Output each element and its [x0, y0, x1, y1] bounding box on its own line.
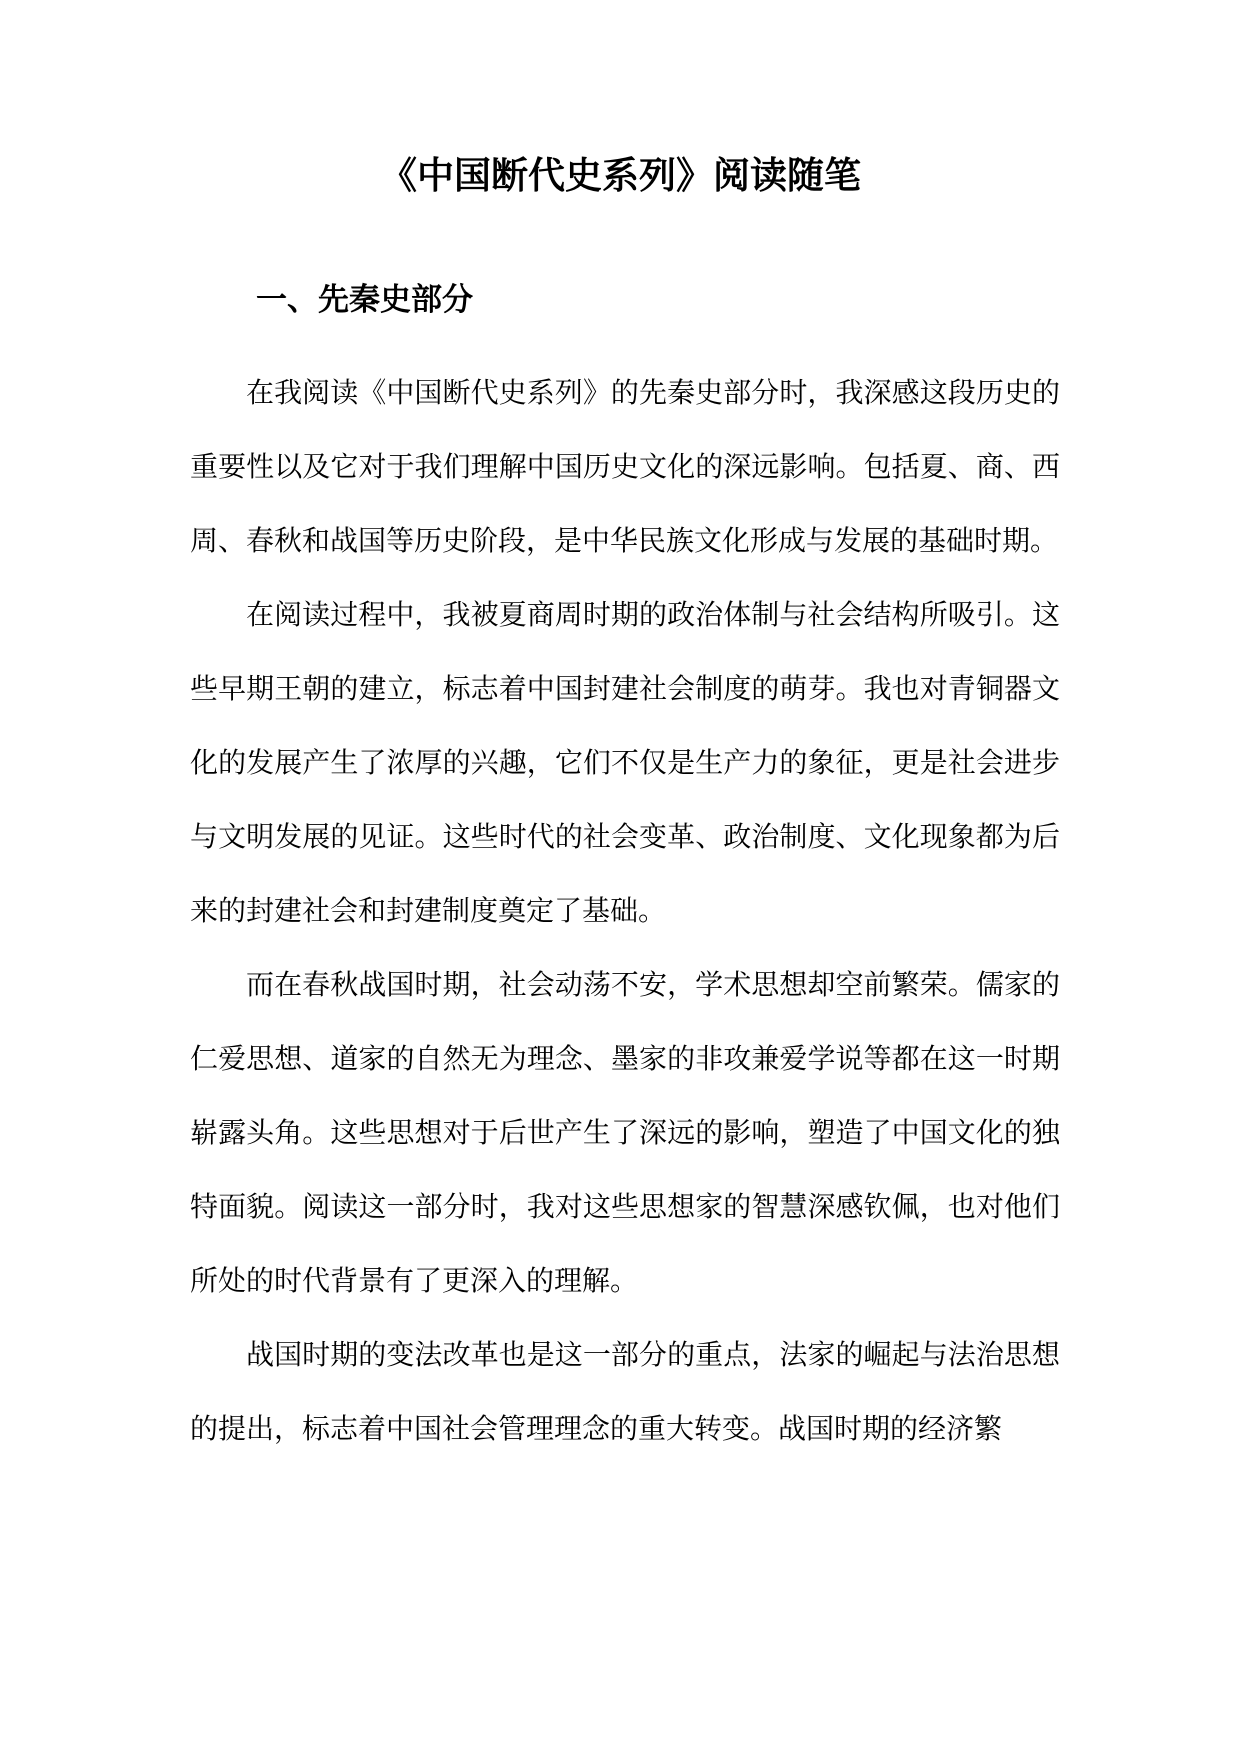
paragraph-3: 而在春秋战国时期，社会动荡不安，学术思想却空前繁荣。儒家的仁爱思想、道家的自然无为理念、墨家的非攻兼爱学说等都在这一时期崭露头角。这些思想对于后世产生了深远的影响，塑造了中国文化的独特面貌。阅读这一部分时，我对这些思想家的智慧深感钦佩，也对他们所处的时代背景有了更深入的理解。 — [190, 968, 1060, 1297]
paragraph-2: 在阅读过程中，我被夏商周时期的政治体制与社会结构所吸引。这些早期王朝的建立，标志着中国封建社会制度的萌芽。我也对青铜器文化的发展产生了浓厚的兴趣，它们不仅是生产力的象征，更是社会进步与文明发展的见证。这些时代的社会变革、政治制度、文化现象都为后来的封建社会和封建制度奠定了基础。 — [190, 598, 1060, 927]
paragraph-4: 战国时期的变法改革也是这一部分的重点，法家的崛起与法治思想的提出，标志着中国社会管理理念的重大转变。战国时期的经济繁 — [190, 1338, 1060, 1445]
document-title: 《中国断代史系列》阅读随笔 — [380, 154, 861, 197]
section-heading: 一、先秦史部分 — [256, 282, 473, 318]
paragraph-1: 在我阅读《中国断代史系列》的先秦史部分时，我深感这段历史的重要性以及它对于我们理解中国历史文化的深远影响。包括夏、商、西周、春秋和战国等历史阶段，是中华民族文化形成与发展的基础时期。 — [190, 376, 1060, 557]
document-body — [190, 356, 1060, 1466]
